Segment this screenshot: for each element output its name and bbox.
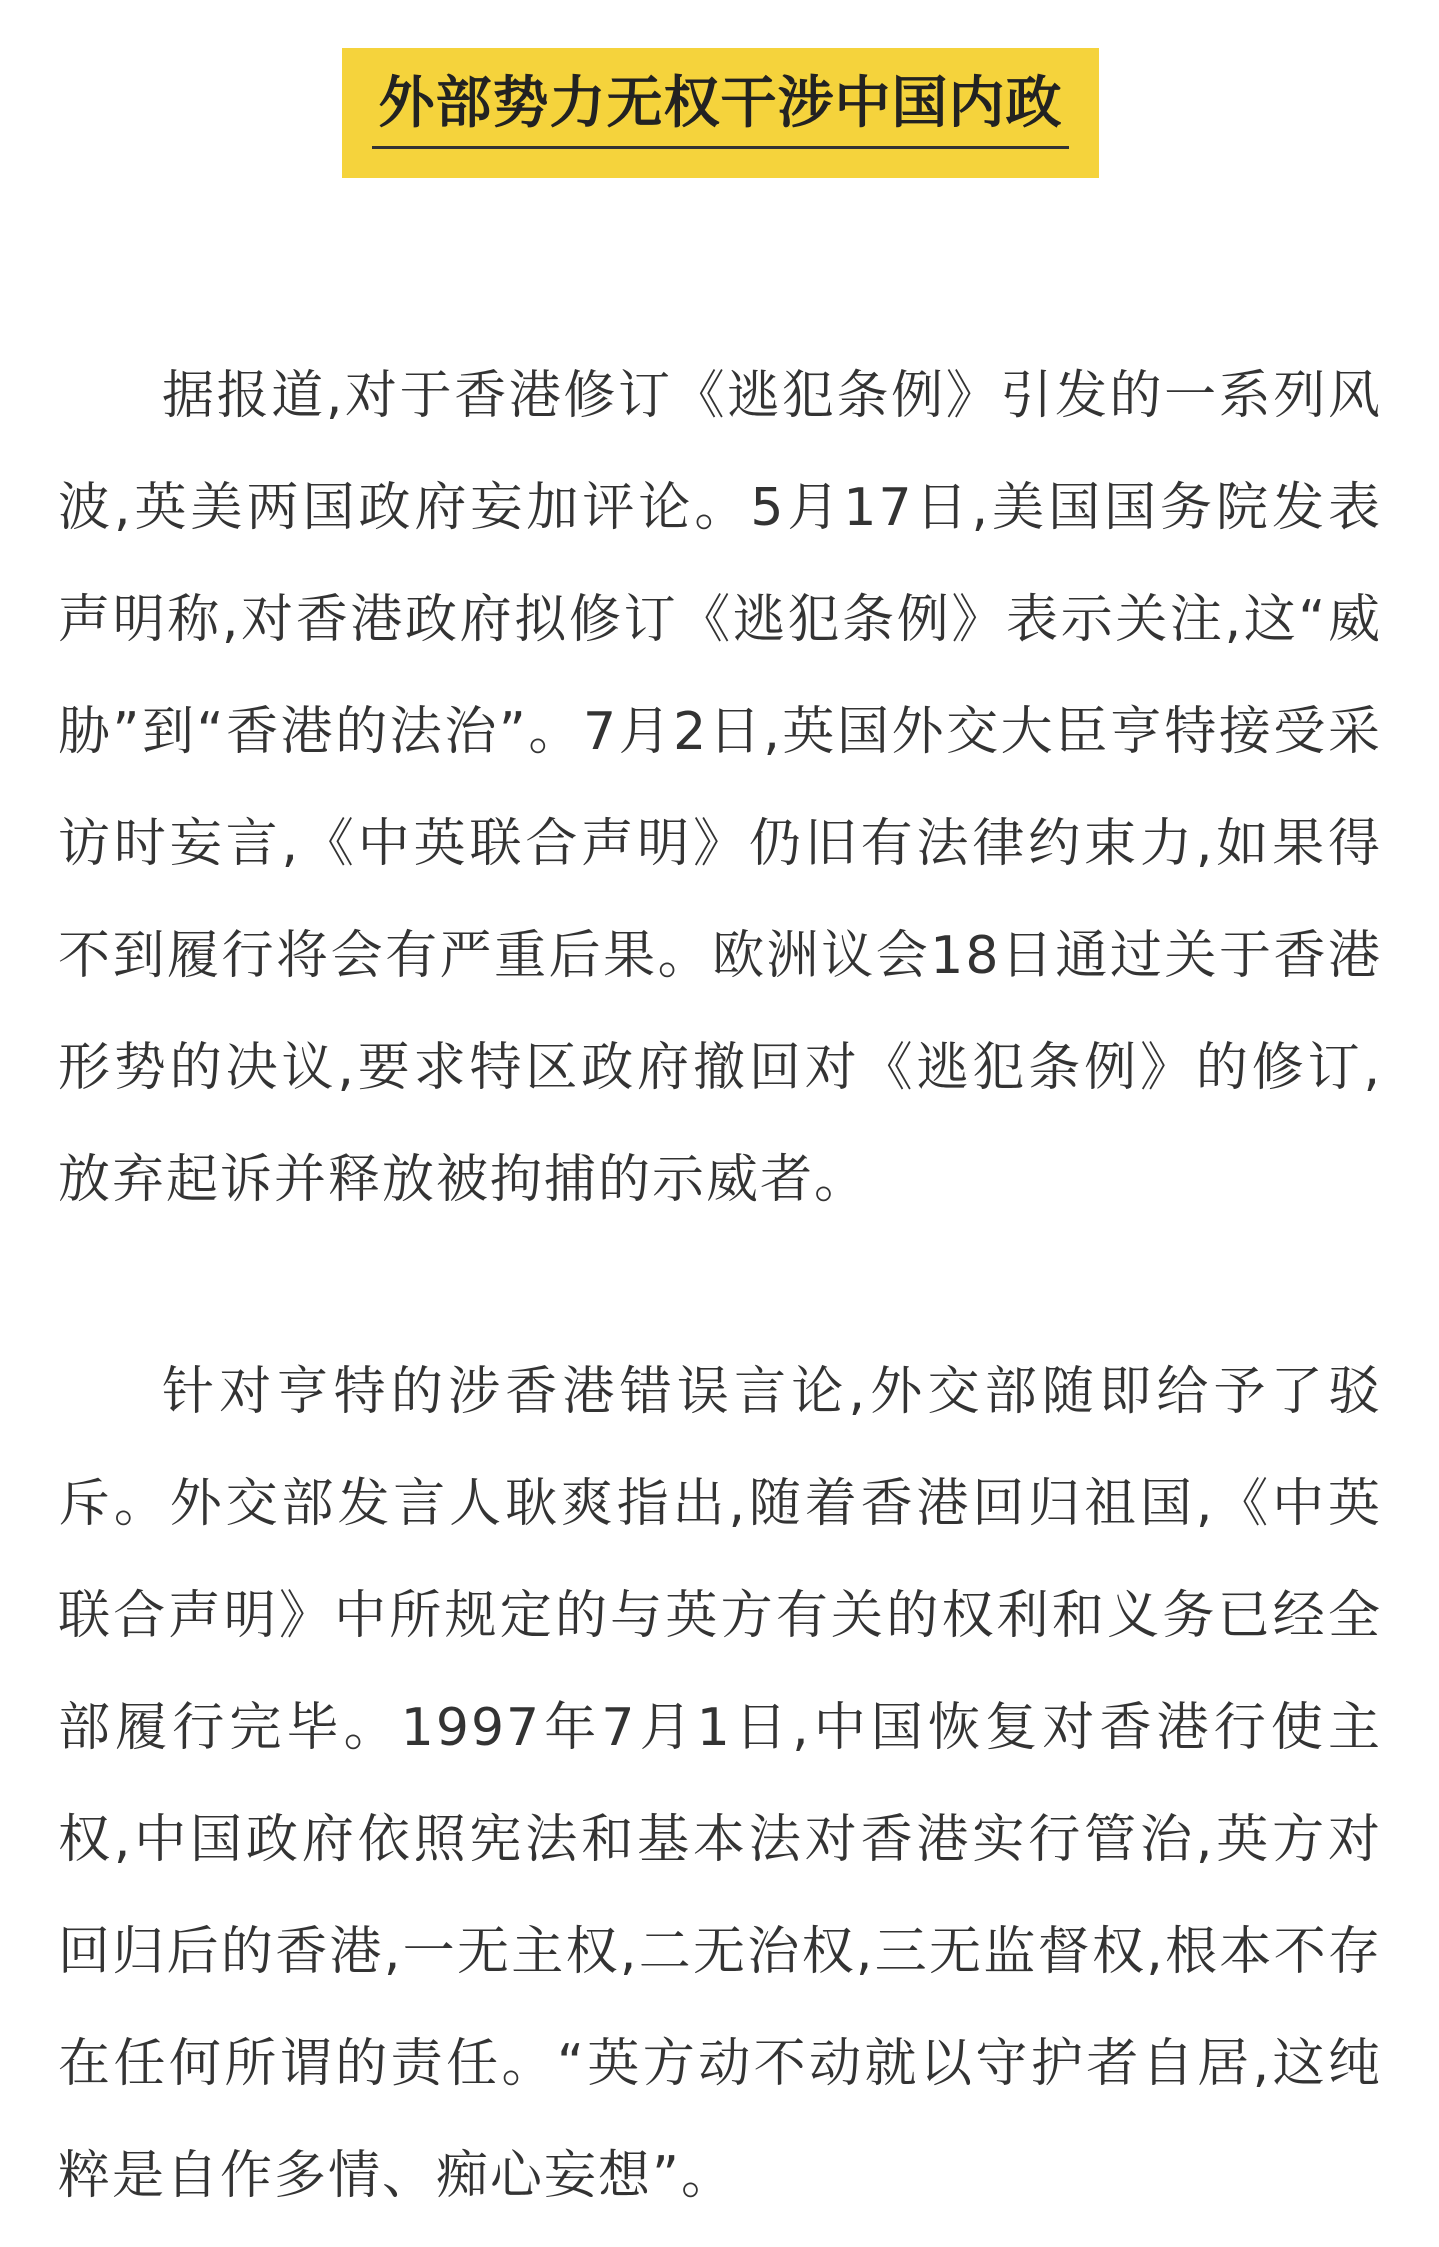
page-title: 外部势力无权干涉中国内政 (378, 71, 1063, 136)
paragraph-2: 针对亨特的涉香港错误言论,外交部随即给予了驳斥。外交部发言人耿爽指出,随着香港回归祖国,《中英联合声明》中所规定的与英方有关的权利和义务已经全部履行完毕。1997年7月1日,中国恢复对香港行使主权,中国政府依照宪法和基本法对香港实行管治,英方对回归后的香港,一无主权,二无治权,三无监督权,根本不存在任何所谓的责任。“英方动不动就以守护者自居,这纯粹是自作多情、痴心妄想”。 (58, 1362, 1382, 2206)
title-underline (372, 146, 1069, 149)
paragraph-1: 据报道,对于香港修订《逃犯条例》引发的一系列风波,英美两国政府妄加评论。5月17日,美国国务院发表声明称,对香港政府拟修订《逃犯条例》表示关注,这“威胁”到“香港的法治”。7月2日,英国外交大臣亨特接受采访时妄言,《中英联合声明》仍旧有法律约束力,如果得不到履行将会有严重后果。欧洲议会18日通过关于香港形势的决议,要求特区政府撤回对《逃犯条例》的修订,放弃起诉并释放被拘捕的示威者。 (58, 366, 1382, 1210)
title-banner (342, 48, 1099, 178)
article-body (58, 340, 1382, 2232)
